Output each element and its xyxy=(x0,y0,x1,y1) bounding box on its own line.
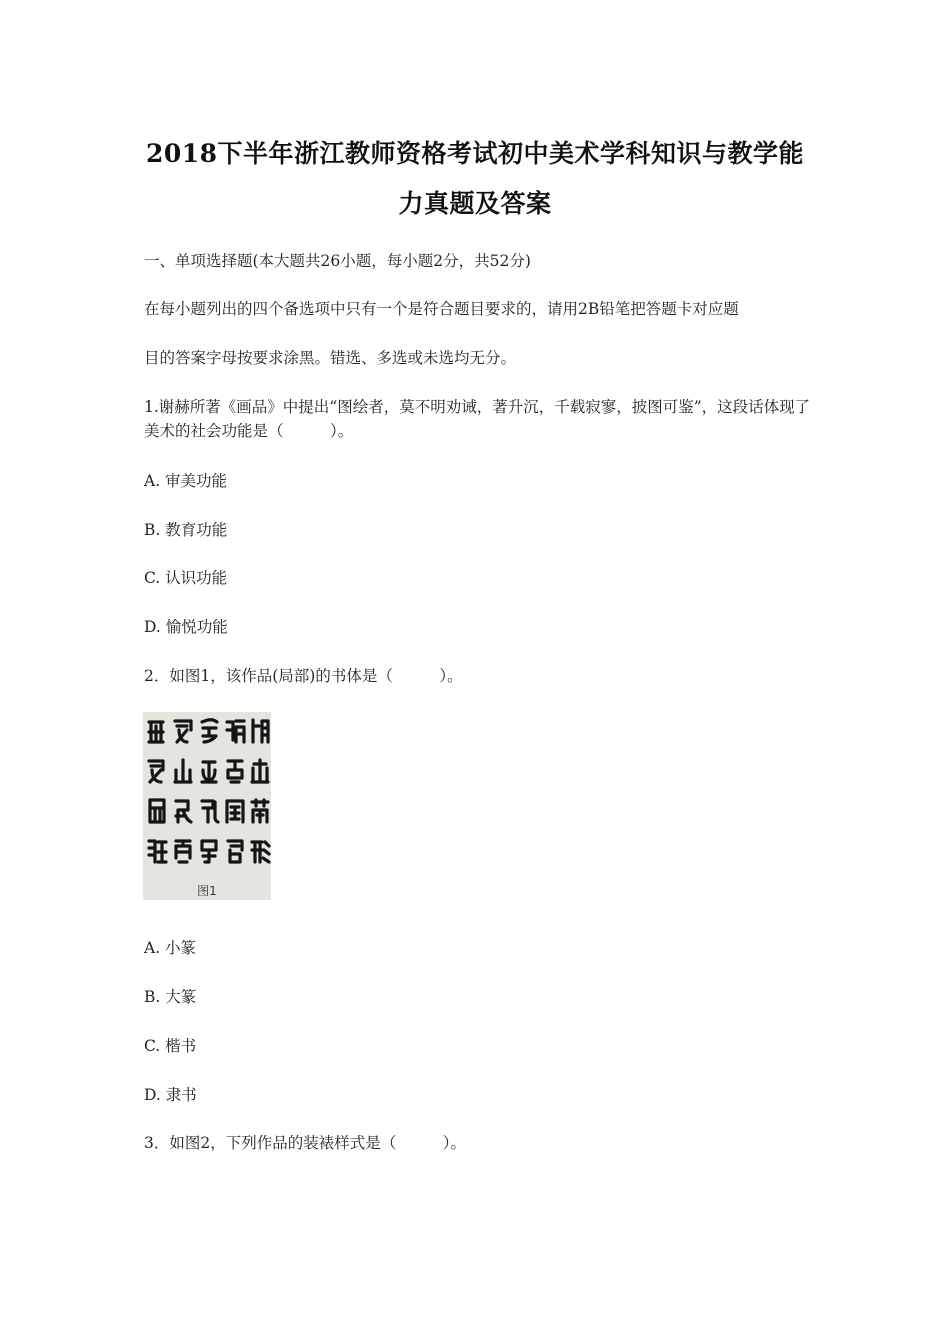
section-heading: 一、单项选择题(本大题共26小题，每小题2分，共52分) xyxy=(144,252,531,270)
question-1-option-c: C. 认识功能 xyxy=(144,569,228,587)
question-2-option-b: B. 大篆 xyxy=(144,988,197,1006)
question-2-option-a: A. 小篆 xyxy=(144,939,197,957)
instruction-line-1: 在每小题列出的四个备选项中只有一个是符合题目要求的，请用2B铅笔把答题卡对应题 xyxy=(144,300,739,318)
question-2-option-d: D. 隶书 xyxy=(144,1086,197,1104)
calligraphy-glyphs-image xyxy=(143,712,271,882)
question-1-option-a: A. 审美功能 xyxy=(144,472,228,490)
question-1-stem: 1.谢赫所著《画品》中提出“图绘者，莫不明劝诫，著升沉，千载寂寥，披图可鉴”，这段话体现了美术的社会功能是（ ）。 xyxy=(144,398,811,440)
question-2-option-c: C. 楷书 xyxy=(144,1037,197,1055)
question-1-option-b: B. 教育功能 xyxy=(144,521,228,539)
question-1-option-d: D. 愉悦功能 xyxy=(144,618,228,636)
figure-caption: 图1 xyxy=(197,884,217,898)
document-title-line-2: 力真题及答案 xyxy=(398,189,552,218)
seal-script-figure-image xyxy=(143,712,271,900)
question-3-stem: 3．如图2，下列作品的装裱样式是（ ）。 xyxy=(144,1134,466,1152)
instruction-line-2: 目的答案字母按要求涂黑。错选、多选或未选均无分。 xyxy=(144,349,517,367)
document-title-line-1: 2018下半年浙江教师资格考试初中美术学科知识与教学能 xyxy=(145,139,805,168)
question-2-stem: 2．如图1，该作品(局部)的书体是（ ）。 xyxy=(144,667,463,685)
